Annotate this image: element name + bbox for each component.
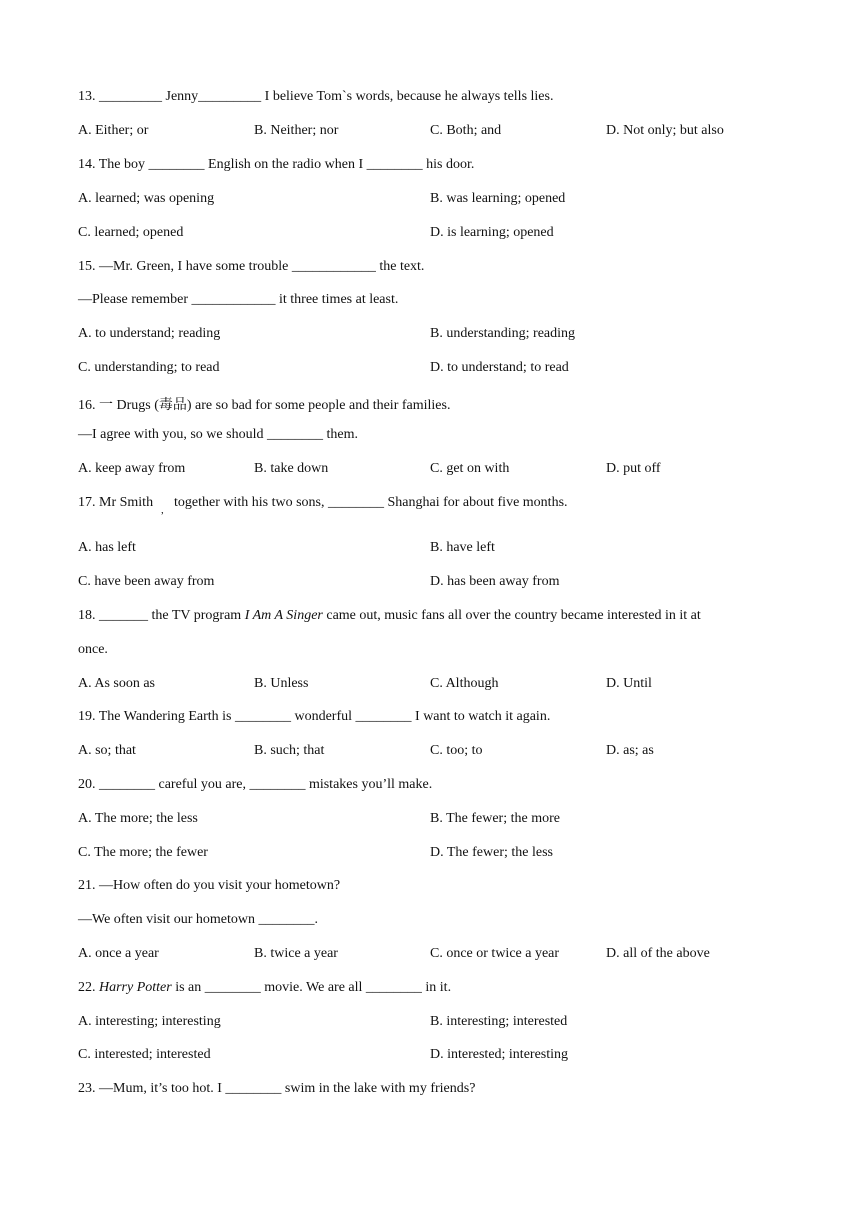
question-18-option-d: D. Until <box>606 676 652 691</box>
question-21-reply: —We often visit our hometown ________. <box>78 912 318 927</box>
question-13-option-d: D. Not only; but also <box>606 123 724 138</box>
question-22-option-a: A. interesting; interesting <box>78 1014 221 1029</box>
question-18-stem-start: 18. _______ the TV program <box>78 608 245 623</box>
question-20-option-d: D. The fewer; the less <box>430 845 553 860</box>
question-15-option-d: D. to understand; to read <box>430 360 569 375</box>
question-16-option-d: D. put off <box>606 461 661 476</box>
question-20-option-c: C. The more; the fewer <box>78 845 208 860</box>
question-22-stem-end: is an ________ movie. We are all ________ in it. <box>171 980 452 995</box>
question-19-option-b: B. such; that <box>254 743 325 758</box>
question-17-stem <box>78 495 153 511</box>
question-20-option-a: A. The more; the less <box>78 811 198 826</box>
question-14-stem: 14. The boy ________ English on the radio when I ________ his door. <box>78 157 475 172</box>
question-20-stem: 20. ________ careful you are, ________ mistakes you’ll make. <box>78 777 433 792</box>
question-16-option-c: C. get on with <box>430 461 510 476</box>
question-21-option-b: B. twice a year <box>254 946 338 961</box>
question-20-option-b: B. The fewer; the more <box>430 811 560 826</box>
question-13-stem: 13. _________ Jenny_________ I believe Tom`s words, because he always tells lies. <box>78 89 554 104</box>
question-15-option-c: C. understanding; to read <box>78 360 220 375</box>
question-17-option-d: D. has been away from <box>430 574 560 589</box>
question-21-stem: 21. —How often do you visit your hometown? <box>78 878 341 893</box>
question-17-stem-start: 17. Mr Smith <box>78 495 154 510</box>
question-14-option-a: A. learned; was opening <box>78 191 215 206</box>
question-16-reply: —I agree with you, so we should ________ them. <box>78 427 358 442</box>
question-14-option-d: D. is learning; opened <box>430 225 554 240</box>
question-17-option-a: A. has left <box>78 540 136 555</box>
question-13-option-a: A. Either; or <box>78 123 149 138</box>
question-21-option-c: C. once or twice a year <box>430 946 560 961</box>
question-14-option-c: C. learned; opened <box>78 225 184 240</box>
question-18-stem <box>78 608 701 624</box>
question-15-stem: 15. —Mr. Green, I have some trouble ____________ the text. <box>78 259 425 274</box>
question-17-option-b: B. have left <box>430 540 495 555</box>
question-15-option-a: A. to understand; reading <box>78 326 221 341</box>
question-16-stem: 16. 一 Drugs (毒品) are so bad for some people and their families. <box>78 398 451 413</box>
question-18-stem-continued: once. <box>78 642 108 657</box>
question-14-option-b: B. was learning; opened <box>430 191 566 206</box>
question-22-option-b: B. interesting; interested <box>430 1014 568 1029</box>
question-18-program-title: I Am A Singer <box>244 608 323 623</box>
question-18-stem-end: came out, music fans all over the country became interested in it at <box>322 608 701 623</box>
question-17-option-c: C. have been away from <box>78 574 215 589</box>
question-18-option-b: B. Unless <box>254 676 309 691</box>
question-17-stem-end: together with his two sons, ________ Shanghai for about five months. <box>174 495 568 510</box>
question-22-option-d: D. interested; interesting <box>430 1047 569 1062</box>
question-19-option-d: D. as; as <box>606 743 654 758</box>
question-17-comma: , <box>161 504 164 516</box>
question-22-stem <box>78 980 451 996</box>
question-22-option-c: C. interested; interested <box>78 1047 211 1062</box>
question-19-option-a: A. so; that <box>78 743 136 758</box>
question-19-option-c: C. too; to <box>430 743 483 758</box>
question-13-option-c: C. Both; and <box>430 123 502 138</box>
question-15-option-b: B. understanding; reading <box>430 326 576 341</box>
question-18-option-c: C. Although <box>430 676 499 691</box>
question-16-option-b: B. take down <box>254 461 329 476</box>
question-13-option-b: B. Neither; nor <box>254 123 339 138</box>
question-18-option-a: A. As soon as <box>78 676 156 691</box>
question-16-option-a: A. keep away from <box>78 461 186 476</box>
question-15-reply: —Please remember ____________ it three times at least. <box>78 292 399 307</box>
question-21-option-a: A. once a year <box>78 946 159 961</box>
question-22-stem-start: 22. <box>78 980 99 995</box>
question-22-movie-title: Harry Potter <box>99 980 172 995</box>
question-19-stem: 19. The Wandering Earth is ________ wonderful ________ I want to watch it again. <box>78 709 551 724</box>
question-21-option-d: D. all of the above <box>606 946 710 961</box>
question-23-stem: 23. —Mum, it’s too hot. I ________ swim in the lake with my friends? <box>78 1081 476 1096</box>
